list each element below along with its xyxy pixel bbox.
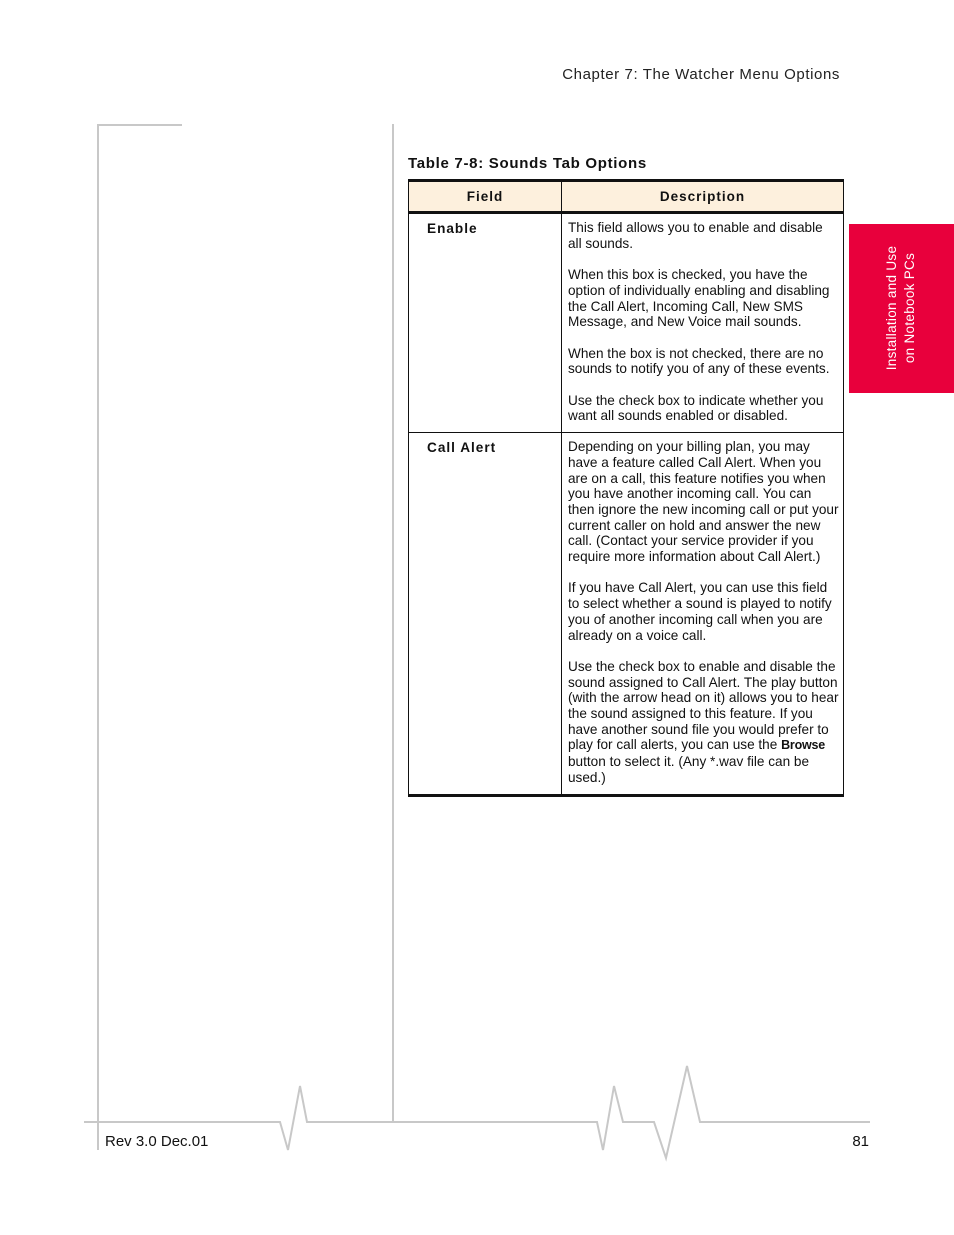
column-header-description: Description <box>562 181 844 213</box>
browse-button-name: Browse <box>781 738 826 753</box>
table-title: Table 7-8: Sounds Tab Options <box>408 155 647 172</box>
footer-revision: Rev 3.0 Dec.01 <box>105 1133 209 1150</box>
left-margin-rule <box>97 124 99 1150</box>
top-rule <box>97 124 182 126</box>
description-enable <box>562 213 844 433</box>
description-paragraph: This field allows you to enable and disable all sounds. <box>568 220 823 251</box>
field-name-enable: Enable <box>409 213 562 433</box>
footer-waveform-decoration <box>0 1060 954 1170</box>
description-paragraph <box>568 659 839 786</box>
footer-page-number: 81 <box>852 1133 869 1150</box>
paragraph-text-before: Use the check box to enable and disable the sound assigned to Call Alert. The play button (with the arrow head on it) allows you to hear the sound assigned to this feature. If you have another sound file you would prefer to play for call alerts, you can use the <box>568 658 839 753</box>
description-paragraph: When this box is checked, you have the option of individually enabling and disabling the Call Alert, Incoming Call, New SMS Message, and New Voice mail sounds. <box>568 267 830 330</box>
side-tab-label <box>883 246 919 371</box>
side-tab-line-2: on Notebook PCs <box>902 252 917 364</box>
sounds-tab-options-table <box>408 179 844 797</box>
table-header-row <box>409 181 844 213</box>
side-tab-line-1: Installation and Use <box>884 245 899 371</box>
description-call-alert <box>562 433 844 795</box>
field-name-call-alert: Call Alert <box>409 433 562 795</box>
column-header-field: Field <box>409 181 562 213</box>
table-row <box>409 213 844 433</box>
column-divider-rule <box>392 124 394 1122</box>
description-paragraph: If you have Call Alert, you can use this field to select whether a sound is played to notify you of another incoming call when you are already on a voice call. <box>568 580 832 643</box>
chapter-header: Chapter 7: The Watcher Menu Options <box>562 66 840 83</box>
description-paragraph: Depending on your billing plan, you may have a feature called Call Alert. When you are on a call, this feature notifies you when you have another incoming call. You can then ignore the new incoming call or put your current caller on hold and answer the new call. (Contact your service provider if you require more information about Call Alert.) <box>568 439 839 565</box>
description-paragraph: Use the check box to indicate whether you want all sounds enabled or disabled. <box>568 392 824 424</box>
section-side-tab <box>849 224 954 393</box>
description-paragraph: When the box is not checked, there are no sounds to notify you of any of these events. <box>568 345 830 377</box>
table-row <box>409 433 844 795</box>
paragraph-text-after: button to select it. (Any *.wav file can be used.) <box>568 754 810 785</box>
